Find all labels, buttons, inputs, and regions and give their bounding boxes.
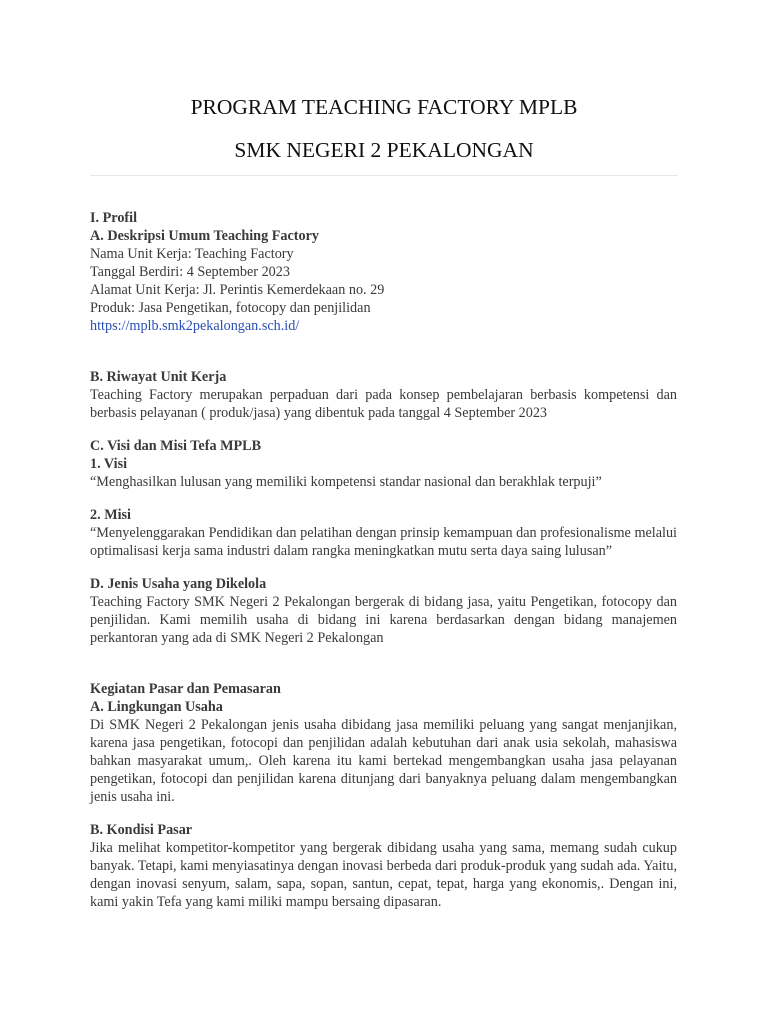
document-body [90, 209, 677, 911]
jenis-usaha-text: Teaching Factory SMK Negeri 2 Pekalongan bergerak di bidang jasa, yaitu Pengetikan, fotocopy dan penjilidan. Kami memilih usaha di bidang ini karena berdasarkan dengan bidang manajemen perkantoran yang ada di SMK Negeri 2 Pekalongan [90, 594, 677, 646]
title-line-school: SMK NEGERI 2 PEKALONGAN [234, 138, 534, 162]
subsection-heading-visi-misi: C. Visi dan Misi Tefa MPLB [90, 438, 262, 454]
section-heading-profil: I. Profil [90, 210, 138, 226]
visi-text: “Menghasilkan lulusan yang memiliki kompetensi standar nasional dan berakhlak terpuji” [90, 474, 602, 490]
subsection-heading-lingkungan: A. Lingkungan Usaha [90, 699, 223, 715]
title-divider [90, 175, 678, 176]
subsection-heading-kondisi: B. Kondisi Pasar [90, 822, 193, 838]
document-title [0, 92, 768, 165]
visi-heading: 1. Visi [90, 456, 128, 472]
section-heading-pasar: Kegiatan Pasar dan Pemasaran [90, 681, 281, 697]
field-alamat: Alamat Unit Kerja: Jl. Perintis Kemerdekaan no. 29 [90, 282, 385, 298]
misi-text: “Menyelenggarakan Pendidikan dan pelatihan dengan prinsip kemampuan dan profesionalisme melalui optimalisasi kerja sama industri dalam rangka meningkatkan mutu serta daya saing lulusan” [90, 525, 677, 559]
riwayat-text: Teaching Factory merupakan perpaduan dari pada konsep pembelajaran berbasis kompetensi dan berbasis pelayanan ( produk/jasa) yang dibentuk pada tanggal 4 September 2023 [90, 387, 677, 421]
kondisi-text: Jika melihat kompetitor-kompetitor yang bergerak dibidang usaha yang sama, memang sudah cukup banyak. Tetapi, kami menyiasatinya dengan inovasi berbeda dari produk-produk yang sudah ada. Yaitu, dengan inovasi senyum, salam, sapa, sopan, santun, cepat, tepat, harga yang ekonomis,. Dengan ini, kami yakin Tefa yang kami miliki mampu bersaing dipasaran. [90, 840, 677, 910]
subsection-heading-riwayat: B. Riwayat Unit Kerja [90, 369, 227, 385]
misi-heading: 2. Misi [90, 507, 131, 523]
field-produk: Produk: Jasa Pengetikan, fotocopy dan penjilidan [90, 300, 371, 316]
field-nama-unit: Nama Unit Kerja: Teaching Factory [90, 246, 294, 262]
title-line-program: PROGRAM TEACHING FACTORY MPLB [190, 95, 578, 119]
website-link[interactable]: https://mplb.smk2pekalongan.sch.id/ [90, 318, 300, 334]
subsection-heading-jenis-usaha: D. Jenis Usaha yang Dikelola [90, 576, 267, 592]
lingkungan-text: Di SMK Negeri 2 Pekalongan jenis usaha dibidang jasa memiliki peluang yang sangat menjanjikan, karena jasa pengetikan, fotocopi dan penjilidan adalah kebutuhan dari anak usia sekolah, mahasiswa bahkan masyarakat umum,. Oleh karena itu kami bertekad mengembangkan usaha jasa pelayanan pengetikan, fotocopi dan penjilidan karena ditunjang dari banyaknya peluang dalam mengembangkan jenis usaha ini. [90, 717, 677, 805]
field-tanggal-berdiri: Tanggal Berdiri: 4 September 2023 [90, 264, 290, 280]
subsection-heading-deskripsi: A. Deskripsi Umum Teaching Factory [90, 228, 319, 244]
